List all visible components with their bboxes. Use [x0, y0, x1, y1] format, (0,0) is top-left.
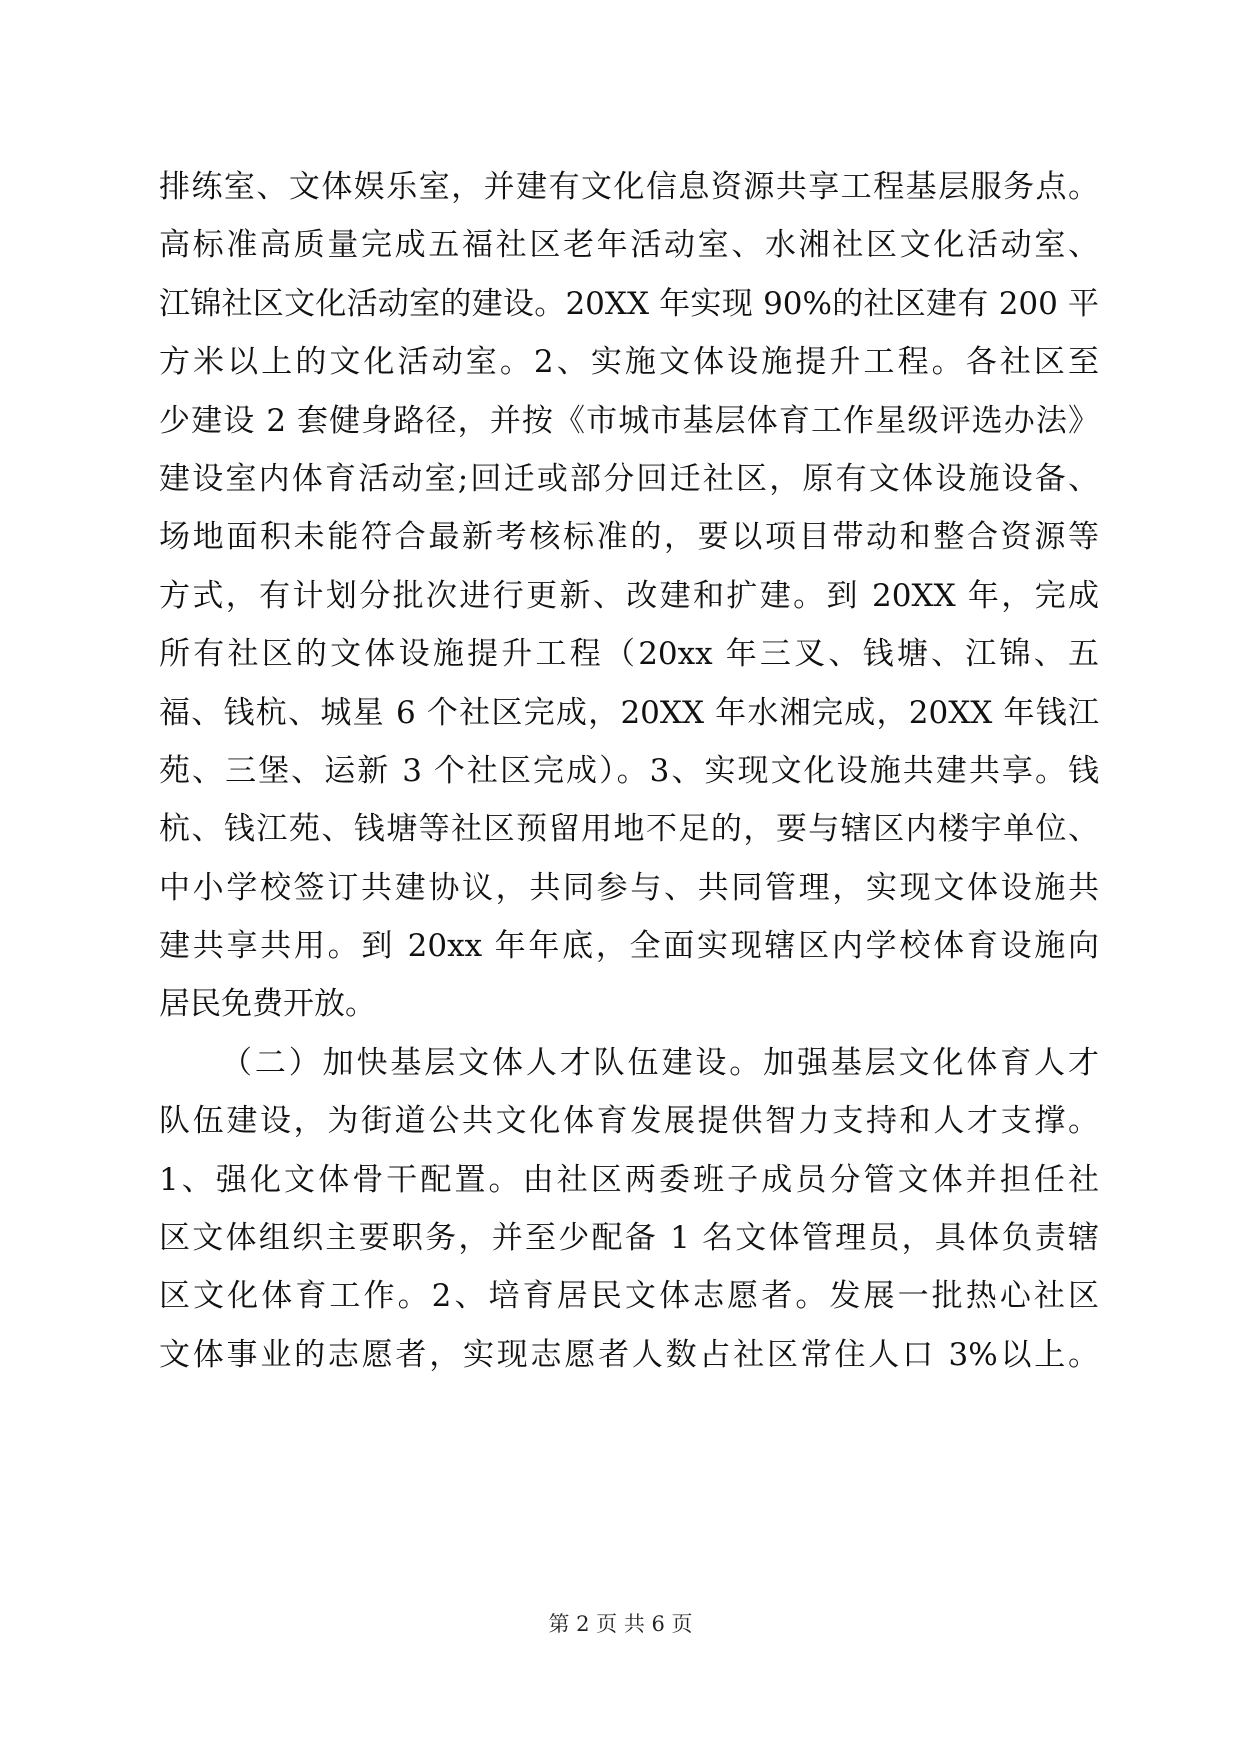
text-line: 排练室、文体娱乐室，并建有文化信息资源共享工程基层服务点。 — [159, 169, 1099, 205]
section-heading-line: （二）加快基层文体人才队伍建设。加强基层文化体育人才 — [221, 1044, 1099, 1081]
page-number: 第 2 页 共 6 页 — [548, 1612, 693, 1636]
text-line: 队伍建设，为街道公共文化体育发展提供智力支持和人才支撑。 — [159, 1103, 1099, 1140]
paragraph-end-line: 居民免费开放。 — [159, 986, 376, 1023]
text-line: 区文化体育工作。2、培育居民文体志愿者。发展一批热心社区 — [159, 1278, 1099, 1315]
text-line: 方米以上的文化活动室。2、实施文体设施提升工程。各社区至 — [159, 344, 1099, 381]
text-line: 文体事业的志愿者，实现志愿者人数占社区常住人口 3%以上。 — [159, 1336, 1099, 1373]
text-line: 杭、钱江苑、钱塘等社区预留用地不足的，要与辖区内楼宇单位、 — [159, 811, 1099, 848]
text-line: 1、强化文体骨干配置。由社区两委班子成员分管文体并担任社 — [159, 1161, 1099, 1198]
text-line: 方式，有计划分批次进行更新、改建和扩建。到 20XX 年，完成 — [159, 577, 1099, 614]
text-line: 少建设 2 套健身路径，并按《市城市基层体育工作星级评选办法》 — [159, 402, 1099, 439]
text-line: 建设室内体育活动室;回迁或部分回迁社区，原有文体设施设备、 — [159, 460, 1099, 497]
text-line: 高标准高质量完成五福社区老年活动室、水湘社区文化活动室、 — [159, 227, 1099, 264]
text-line: 区文体组织主要职务，并至少配备 1 名文体管理员，具体负责辖 — [159, 1220, 1099, 1257]
text-line: 福、钱杭、城星 6 个社区完成，20XX 年水湘完成，20XX 年钱江 — [159, 694, 1099, 731]
text-line: 中小学校签订共建协议，共同参与、共同管理，实现文体设施共 — [159, 869, 1099, 906]
text-line: 江锦社区文化活动室的建设。20XX 年实现 90%的社区建有 200 平 — [159, 285, 1099, 322]
text-line: 苑、三堡、运新 3 个社区完成）。3、实现文化设施共建共享。钱 — [159, 752, 1099, 789]
text-line: 建共享共用。到 20xx 年年底，全面实现辖区内学校体育设施向 — [159, 928, 1099, 965]
body-text — [159, 158, 1099, 1384]
text-line: 所有社区的文体设施提升工程（20xx 年三叉、钱塘、江锦、五 — [159, 636, 1099, 673]
text-line: 场地面积未能符合最新考核标准的，要以项目带动和整合资源等 — [159, 519, 1099, 556]
